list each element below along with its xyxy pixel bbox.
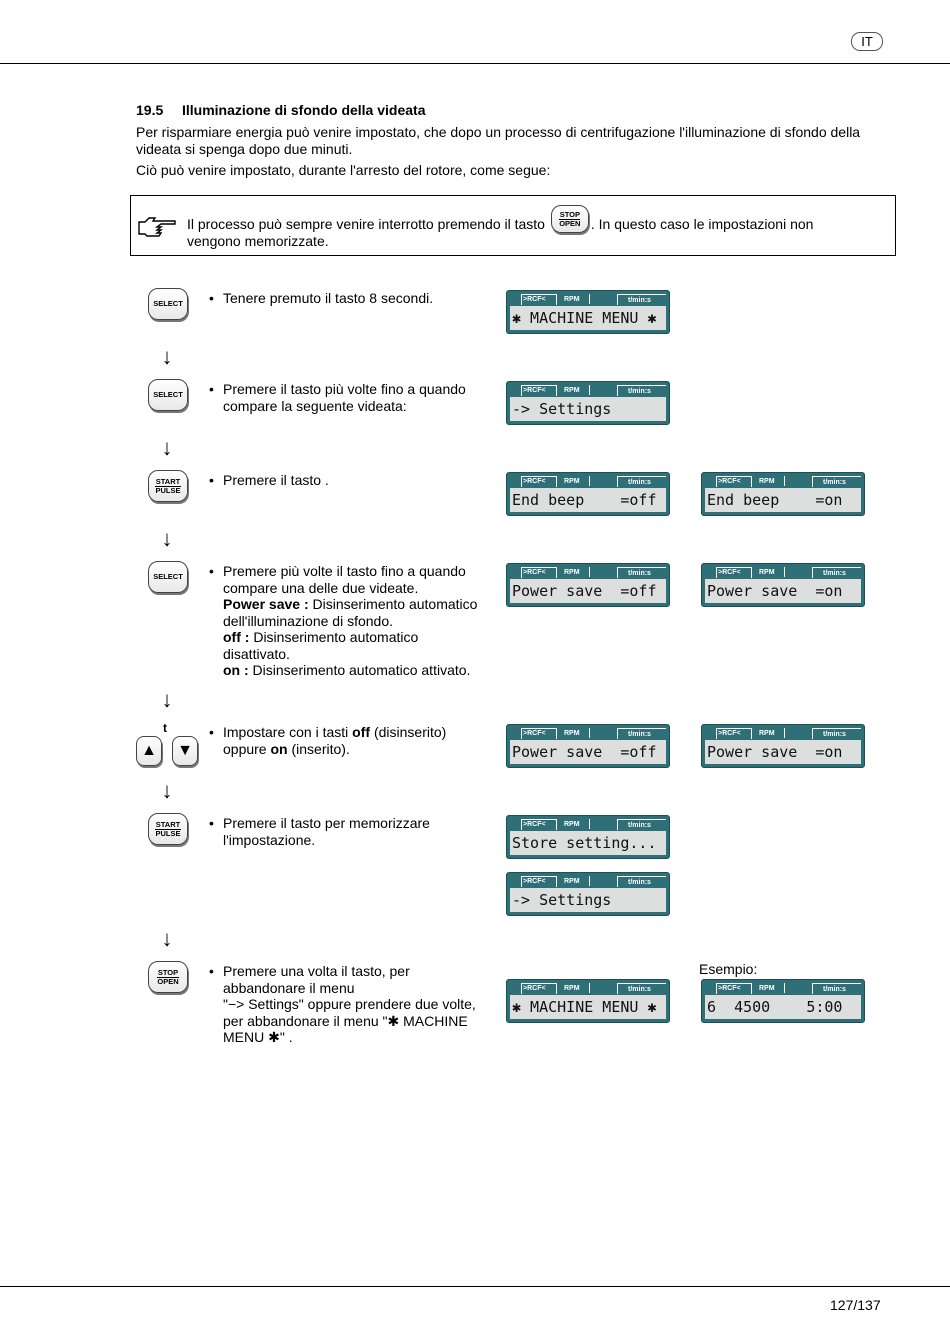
lcd-header <box>507 293 671 307</box>
step-4-text <box>209 563 493 679</box>
select-key <box>148 379 188 411</box>
lcd-screen: -> Settings <box>510 888 666 912</box>
lcd-screen: 6 4500 5:00 <box>705 995 861 1019</box>
bullet: • <box>209 963 214 979</box>
lcd-screen: Power save =off <box>510 579 666 603</box>
note-text-before: Il processo può sempre venire interrotto premendo il tasto <box>187 216 545 232</box>
lcd-screen: Power save =on <box>705 740 861 764</box>
lcd-time: t/min:s <box>823 570 846 577</box>
down-key: ▼ <box>172 736 198 766</box>
pointing-hand-icon <box>137 216 177 238</box>
lcd-end-beep-off <box>506 472 670 516</box>
step-4-line <box>223 629 493 646</box>
key-label: SELECT <box>153 299 183 308</box>
step-3-text <box>209 472 493 489</box>
lcd-screen: ✱ MACHINE MENU ✱ <box>510 995 666 1019</box>
intro-paragraph-2: Ciò può venire impostato, durante l'arresto del rotore, come segue: <box>136 162 551 178</box>
bullet: • <box>209 290 214 306</box>
lcd-rpm: RPM <box>759 478 775 485</box>
step-2-line: Premere il tasto più volte fino a quando <box>223 381 466 397</box>
lcd-header <box>507 384 671 398</box>
lcd-machine-menu <box>506 290 670 334</box>
select-key <box>148 288 188 320</box>
footer-rule <box>0 1286 950 1287</box>
lcd-rcf: >RCF< <box>718 569 741 576</box>
step-7-line: per abbandonare il menu "✱ MACHINE <box>223 1012 468 1029</box>
step-7-line: MENU ✱" . <box>223 1029 293 1045</box>
lcd-time: t/min:s <box>628 731 651 738</box>
lcd-power-save-on <box>701 724 865 768</box>
step-4-line: dell'illuminazione di sfondo. <box>223 612 393 629</box>
lcd-power-save-on <box>701 563 865 607</box>
bullet: • <box>209 724 214 740</box>
bullet: • <box>209 381 214 397</box>
select-key <box>148 561 188 593</box>
step-1-text <box>209 290 493 307</box>
step-4-line <box>223 596 493 613</box>
header-rule <box>0 63 950 64</box>
note-text-line2: vengono memorizzate. <box>187 233 329 250</box>
lcd-screen: End beep =on <box>705 488 861 512</box>
stop-open-key-inline <box>551 205 589 233</box>
lcd-rcf: >RCF< <box>523 878 546 885</box>
lcd-rpm: RPM <box>759 730 775 737</box>
bullet: • <box>209 563 214 579</box>
lcd-rpm: RPM <box>564 478 580 485</box>
step-7-line: abbandonare il menu <box>223 979 355 996</box>
key-label: OPEN <box>559 218 581 228</box>
lcd-rcf: >RCF< <box>718 478 741 485</box>
lcd-header <box>702 982 866 996</box>
key-label: OPEN <box>157 976 179 986</box>
lcd-time: t/min:s <box>628 479 651 486</box>
lcd-header <box>702 727 866 741</box>
section-title <box>136 102 425 118</box>
page-number: 127/137 <box>830 1297 881 1313</box>
step-6-line: Premere il tasto per memorizzare <box>223 815 430 831</box>
step-7-text <box>209 963 493 1046</box>
example-label: Esempio: <box>699 961 758 977</box>
lcd-screen: -> Settings <box>510 397 666 421</box>
key-label: START <box>155 476 181 486</box>
step-6-line: l'impostazione. <box>223 831 316 848</box>
lcd-rpm: RPM <box>759 569 775 576</box>
lcd-settings <box>506 381 670 425</box>
step-5-line <box>223 724 493 741</box>
lcd-rpm: RPM <box>564 387 580 394</box>
lcd-time: t/min:s <box>628 388 651 395</box>
lcd-time: t/min:s <box>823 479 846 486</box>
lcd-screen: Store setting... <box>510 831 666 855</box>
lcd-rpm: RPM <box>564 569 580 576</box>
lcd-example <box>701 979 865 1023</box>
key-label: SELECT <box>153 390 183 399</box>
down-arrow: ↓ <box>161 778 173 803</box>
down-arrow: ↓ <box>161 435 173 460</box>
down-arrow: ↓ <box>161 687 173 712</box>
step-7-line: Premere una volta il tasto, per <box>223 963 410 979</box>
note-box <box>130 195 896 256</box>
lcd-time: t/min:s <box>628 986 651 993</box>
lcd-rcf: >RCF< <box>523 821 546 828</box>
lcd-header <box>702 566 866 580</box>
lcd-rpm: RPM <box>564 821 580 828</box>
lcd-rcf: >RCF< <box>523 387 546 394</box>
lcd-screen: ✱ MACHINE MENU ✱ <box>510 306 666 330</box>
key-label: STOP <box>559 209 580 219</box>
step-6-text <box>209 815 493 848</box>
lcd-machine-menu <box>506 979 670 1023</box>
power-save-desc: Disinserimento automatico <box>308 596 478 612</box>
language-badge: IT <box>851 32 883 51</box>
lcd-header <box>507 727 671 741</box>
lcd-screen: End beep =off <box>510 488 666 512</box>
lcd-time: t/min:s <box>628 822 651 829</box>
lcd-header <box>702 475 866 489</box>
lcd-header <box>507 566 671 580</box>
up-key: ▲ <box>136 736 162 766</box>
note-text-after: . In questo caso le impostazioni non <box>590 216 814 232</box>
section-title-text: Illuminazione di sfondo della videata <box>182 102 426 118</box>
lcd-store-settings <box>506 815 670 859</box>
key-label: PULSE <box>155 485 181 495</box>
lcd-time: t/min:s <box>628 879 651 886</box>
step-5-line <box>223 741 493 758</box>
intro-paragraph <box>136 124 896 158</box>
lcd-rpm: RPM <box>564 985 580 992</box>
step-3-line: Premere il tasto . <box>223 472 329 488</box>
start-pulse-key <box>148 470 188 502</box>
on-desc: Disinserimento automatico attivato. <box>248 662 471 678</box>
lcd-screen: Power save =off <box>510 740 666 764</box>
off-desc: Disinserimento automatico <box>249 629 419 645</box>
key-label: START <box>155 819 181 829</box>
step-4-line: disattivato. <box>223 645 290 662</box>
intro-line-2: videata si spenga dopo due minuti. <box>136 141 353 157</box>
lcd-settings <box>506 872 670 916</box>
step-1-line: Tenere premuto il tasto 8 secondi. <box>223 290 434 306</box>
lcd-time: t/min:s <box>628 570 651 577</box>
lcd-rcf: >RCF< <box>523 296 546 303</box>
step-5-text <box>209 724 493 757</box>
lcd-time: t/min:s <box>628 297 651 304</box>
lcd-rpm: RPM <box>759 985 775 992</box>
step-5-part: (disinserito) <box>370 724 447 740</box>
key-label: STOP <box>157 967 179 977</box>
key-label: SELECT <box>153 572 183 581</box>
lcd-rpm: RPM <box>564 878 580 885</box>
lcd-rcf: >RCF< <box>523 730 546 737</box>
step-2-line: compare la seguente videata: <box>223 397 407 414</box>
step-4-line: Premere più volte il tasto fino a quando <box>223 563 466 579</box>
start-pulse-key <box>148 813 188 845</box>
down-arrow: ↓ <box>161 926 173 951</box>
step-4-line <box>223 662 493 679</box>
lcd-power-save-off <box>506 563 670 607</box>
lcd-power-save-off <box>506 724 670 768</box>
lcd-time: t/min:s <box>823 986 846 993</box>
step-2-text <box>209 381 493 414</box>
section-number: 19.5 <box>136 102 164 118</box>
key-label: PULSE <box>155 828 181 838</box>
power-save-term: Power save : <box>223 596 309 612</box>
step-5-part: Impostare con i tasti <box>223 724 353 740</box>
intro-line-1: Per risparmiare energia può venire impostato, che dopo un processo di centrifugazione l'illuminazione di sfondo della <box>136 124 861 140</box>
lcd-rpm: RPM <box>564 730 580 737</box>
step-5-part: (inserito). <box>287 740 350 757</box>
step-7-line: "−> Settings" oppure prendere due volte, <box>223 996 476 1012</box>
down-arrow: ↓ <box>161 344 173 369</box>
lcd-rcf: >RCF< <box>718 985 741 992</box>
off-term: off : <box>223 629 250 645</box>
lcd-rcf: >RCF< <box>523 985 546 992</box>
stop-open-key <box>148 961 188 993</box>
bullet: • <box>209 472 214 488</box>
on-term: on <box>270 740 288 757</box>
down-arrow: ↓ <box>161 526 173 551</box>
lcd-header <box>507 982 671 996</box>
step-4-line: compare una delle due videate. <box>223 579 419 596</box>
lcd-header <box>507 875 671 889</box>
lcd-header <box>507 818 671 832</box>
lcd-rcf: >RCF< <box>523 569 546 576</box>
lcd-rcf: >RCF< <box>523 478 546 485</box>
on-term: on : <box>223 662 249 678</box>
lcd-screen: Power save =on <box>705 579 861 603</box>
lcd-end-beep-on <box>701 472 865 516</box>
off-term: off <box>352 724 371 740</box>
lcd-header <box>507 475 671 489</box>
lcd-time: t/min:s <box>823 731 846 738</box>
step-5-part: oppure <box>223 740 271 757</box>
lcd-rcf: >RCF< <box>718 730 741 737</box>
bullet: • <box>209 815 214 831</box>
note-text <box>187 209 887 250</box>
t-label: t <box>163 721 167 735</box>
lcd-rpm: RPM <box>564 296 580 303</box>
